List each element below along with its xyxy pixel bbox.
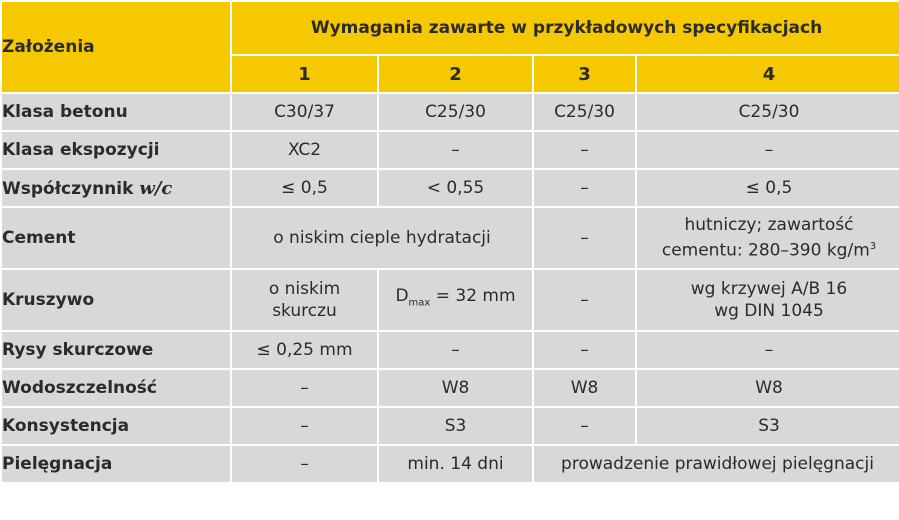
table-cell: C30/37: [232, 94, 377, 130]
table-cell: [637, 208, 899, 268]
table-row: [2, 332, 899, 368]
table-cell: –: [534, 270, 635, 330]
table-cell: [232, 270, 377, 330]
row-label-consistency: Konsystencja: [2, 408, 230, 444]
table-cell: –: [534, 332, 635, 368]
header-column-3: 3: [534, 56, 635, 92]
row-label-wc-ratio: [2, 170, 230, 206]
table-cell: S3: [637, 408, 899, 444]
table-cell: o niskim cieple hydratacji: [232, 208, 532, 268]
row-label-watertightness: Wodoszczelność: [2, 370, 230, 406]
table-cell: –: [232, 446, 377, 482]
cell-line: skurczu: [272, 301, 337, 321]
table-cell: W8: [534, 370, 635, 406]
row-label-cement: Cement: [2, 208, 230, 268]
table-cell: –: [534, 132, 635, 168]
table-row: [2, 132, 899, 168]
table-cell: XC2: [232, 132, 377, 168]
table-row: [2, 408, 899, 444]
table-cell: min. 14 dni: [379, 446, 532, 482]
table-cell: –: [534, 208, 635, 268]
header-requirements-group: Wymagania zawarte w przykładowych specyfikacjach: [232, 2, 899, 54]
row-label-shrinkage-cracks: Rysy skurczowe: [2, 332, 230, 368]
table-cell: prowadzenie prawidłowej pielęgnacji: [534, 446, 899, 482]
table-cell: –: [534, 170, 635, 206]
dmax-symbol: D: [395, 286, 409, 307]
table-cell: W8: [379, 370, 532, 406]
table-cell: S3: [379, 408, 532, 444]
cell-line: hutniczy; zawartość: [684, 215, 854, 236]
table-row: [2, 208, 899, 268]
table-row: [2, 270, 899, 330]
header-column-2: 2: [379, 56, 532, 92]
cell-line: wg krzywej A/B 16: [690, 279, 848, 299]
table-cell: C25/30: [534, 94, 635, 130]
cell-line: wg DIN 1045: [714, 301, 824, 321]
table-cell: –: [379, 132, 532, 168]
row-label-text: Współczynnik: [2, 178, 134, 199]
cell-line: o niskim: [268, 279, 341, 299]
table-cell: –: [637, 132, 899, 168]
table-cell: –: [534, 408, 635, 444]
table-cell: [379, 270, 532, 330]
row-label-aggregate: Kruszywo: [2, 270, 230, 330]
table-cell: ≤ 0,5: [232, 170, 377, 206]
header-assumptions: Założenia: [2, 2, 230, 92]
cell-line: cementu: 280–390 kg/m: [661, 240, 870, 261]
superscript: 3: [869, 241, 877, 253]
row-label-concrete-class: Klasa betonu: [2, 94, 230, 130]
table-cell: –: [379, 332, 532, 368]
dmax-value: = 32 mm: [430, 286, 516, 307]
row-label-exposure-class: Klasa ekspozycji: [2, 132, 230, 168]
header-column-1: 1: [232, 56, 377, 92]
table-row: [2, 446, 899, 482]
table-row: [2, 94, 899, 130]
subscript: max: [408, 297, 431, 309]
table-cell: ≤ 0,25 mm: [232, 332, 377, 368]
table-cell: –: [637, 332, 899, 368]
table-cell: C25/30: [637, 94, 899, 130]
table-cell: –: [232, 370, 377, 406]
table-cell: W8: [637, 370, 899, 406]
row-label-curing: Pielęgnacja: [2, 446, 230, 482]
wc-symbol: w/c: [139, 177, 173, 199]
header-column-4: 4: [637, 56, 899, 92]
table-cell: [637, 270, 899, 330]
table-cell: ≤ 0,5: [637, 170, 899, 206]
table-cell: < 0,55: [379, 170, 532, 206]
table-cell: C25/30: [379, 94, 532, 130]
table-cell: –: [232, 408, 377, 444]
table-row: [2, 170, 899, 206]
table-row: [2, 370, 899, 406]
